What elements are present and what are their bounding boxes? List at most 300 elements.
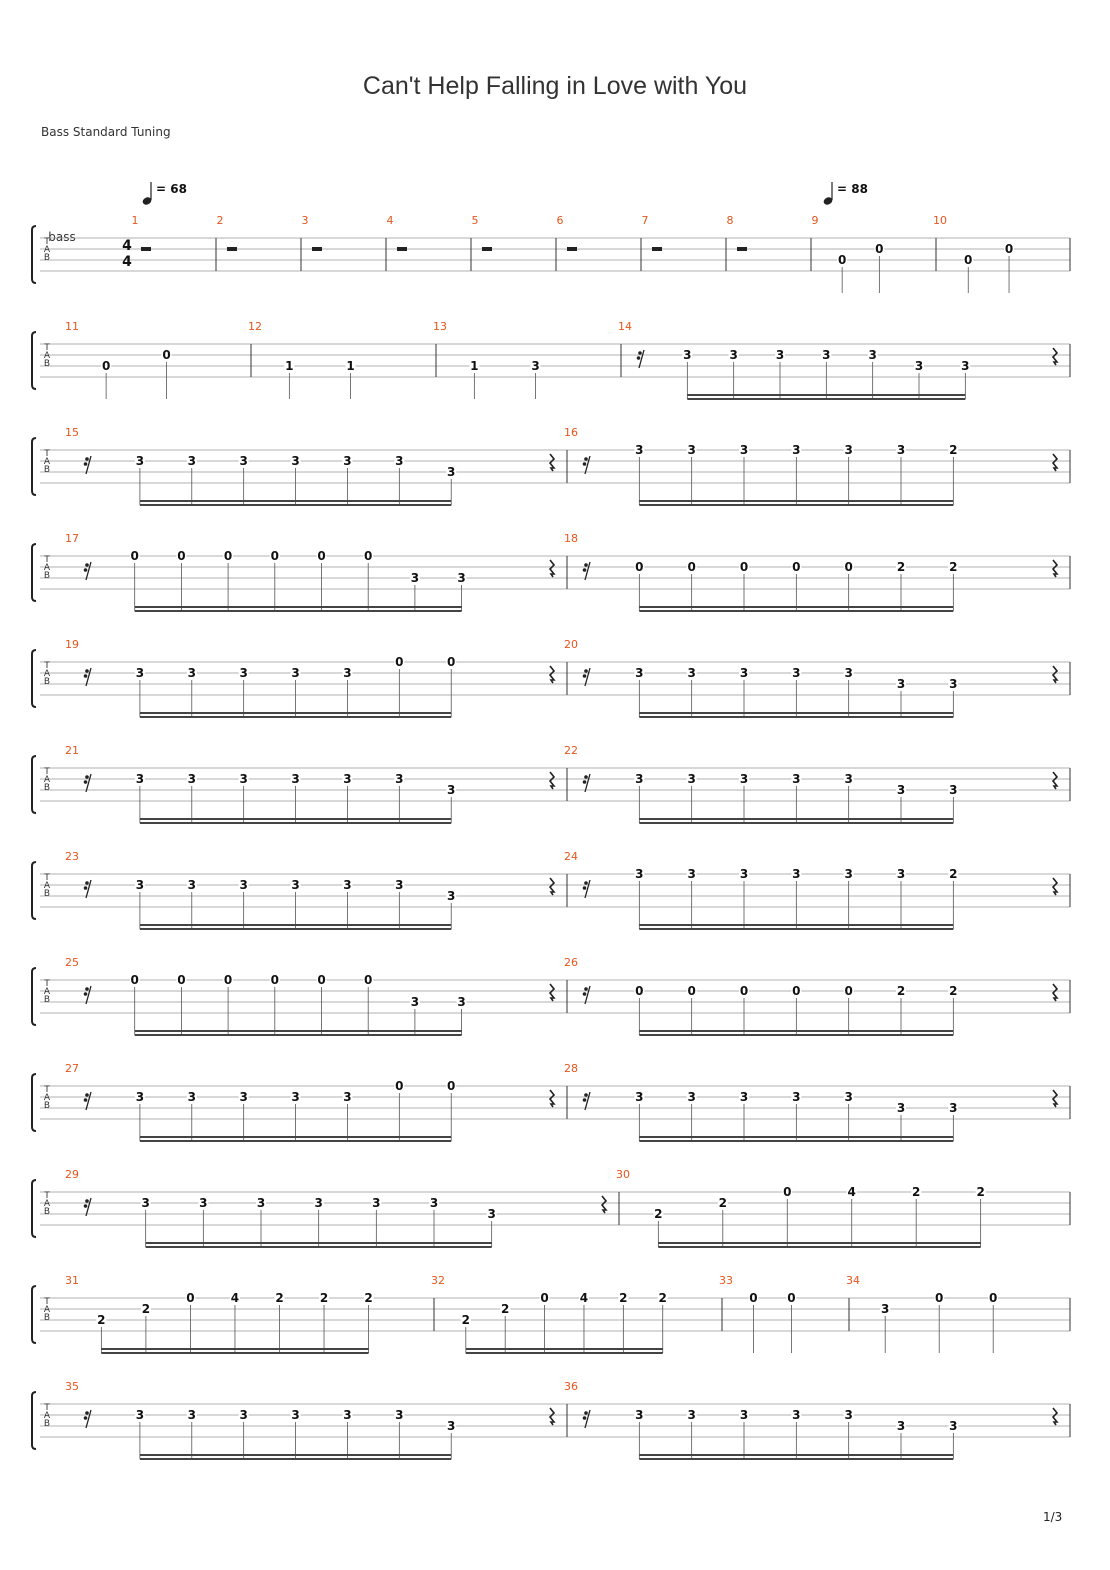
tab-clef-letter: A bbox=[43, 1305, 51, 1315]
rest-flag bbox=[584, 563, 588, 567]
tab-clef-letter: A bbox=[43, 1093, 51, 1103]
fret-number: 3 bbox=[447, 1419, 456, 1433]
fret-number: 2 bbox=[97, 1313, 106, 1327]
measure-number: 27 bbox=[65, 1062, 79, 1075]
measure-number: 10 bbox=[933, 214, 947, 227]
fret-number: 3 bbox=[635, 443, 644, 457]
staff-system bbox=[32, 1380, 1070, 1459]
tab-clef-letter: B bbox=[43, 1101, 51, 1111]
tab-clef-letter: T bbox=[44, 873, 50, 883]
fret-number: 3 bbox=[792, 867, 801, 881]
fret-number: 3 bbox=[239, 878, 248, 892]
tab-clef-letter: T bbox=[44, 1085, 50, 1095]
rest-flag bbox=[583, 992, 587, 996]
fret-number: 3 bbox=[343, 1408, 352, 1422]
measure bbox=[618, 320, 1070, 399]
measure bbox=[217, 214, 302, 271]
rest-flag bbox=[584, 1411, 588, 1415]
whole-rest-icon bbox=[397, 247, 407, 251]
measure bbox=[65, 850, 567, 929]
staff-system bbox=[32, 1062, 1070, 1141]
rest-flag bbox=[584, 457, 588, 461]
fret-number: 4 bbox=[230, 1291, 240, 1305]
fret-number: 3 bbox=[531, 359, 540, 373]
fret-number: 0 bbox=[1004, 242, 1014, 256]
rest-flag bbox=[584, 775, 588, 779]
fret-number: 3 bbox=[135, 772, 145, 786]
fret-number: 3 bbox=[239, 666, 248, 680]
fret-number: 3 bbox=[687, 666, 696, 680]
fret-number: 0 bbox=[687, 560, 696, 574]
fret-number: 3 bbox=[729, 348, 738, 362]
fret-number: 1 bbox=[470, 359, 479, 373]
fret-number: 4 bbox=[847, 1185, 856, 1199]
tuning-label: Bass Standard Tuning bbox=[41, 125, 171, 139]
tab-clef-letter: A bbox=[43, 1199, 51, 1209]
fret-number: 3 bbox=[949, 783, 958, 797]
tab-clef-letter: B bbox=[43, 889, 51, 899]
measure-number: 16 bbox=[564, 426, 578, 439]
fret-number: 3 bbox=[141, 1196, 150, 1210]
rest-flag bbox=[584, 1093, 588, 1097]
fret-number: 4 bbox=[579, 1291, 589, 1305]
whole-rest-icon bbox=[312, 247, 322, 251]
page-number: 1/3 bbox=[1043, 1510, 1063, 1524]
fret-number: 2 bbox=[501, 1302, 510, 1316]
quarter-rest-icon bbox=[1053, 454, 1057, 471]
measure-number: 9 bbox=[811, 214, 819, 227]
system-bracket bbox=[32, 1392, 36, 1449]
fret-number: 3 bbox=[844, 666, 853, 680]
measure bbox=[65, 956, 567, 1035]
tab-clef-letter: T bbox=[44, 555, 50, 565]
fret-number: 3 bbox=[447, 889, 456, 903]
fret-number: 0 bbox=[130, 549, 139, 563]
time-signature-top: 4 bbox=[122, 238, 132, 254]
system-bracket bbox=[32, 438, 36, 495]
rest-flag bbox=[85, 669, 89, 673]
fret-number: 3 bbox=[187, 878, 196, 892]
fret-number: 3 bbox=[635, 1090, 644, 1104]
sixteenth-rest-icon bbox=[583, 880, 590, 898]
fret-number: 0 bbox=[687, 984, 696, 998]
tab-clef-letter: A bbox=[43, 775, 51, 785]
fret-number: 0 bbox=[364, 549, 373, 563]
rest-flag bbox=[84, 568, 88, 572]
rest-flag bbox=[85, 563, 89, 567]
system-bracket bbox=[32, 544, 36, 601]
rest-flag bbox=[85, 1199, 89, 1203]
measure-number: 23 bbox=[65, 850, 79, 863]
staff-system bbox=[32, 426, 1070, 505]
fret-number: 0 bbox=[837, 253, 847, 267]
tab-clef-letter: T bbox=[44, 767, 50, 777]
measure-number: 8 bbox=[726, 214, 734, 227]
measure bbox=[65, 532, 567, 611]
quarter-rest-icon bbox=[1053, 1408, 1057, 1425]
fret-number: 2 bbox=[654, 1207, 663, 1221]
sixteenth-rest-icon bbox=[84, 1410, 91, 1428]
fret-number: 2 bbox=[364, 1291, 373, 1305]
rest-flag bbox=[583, 780, 587, 784]
fret-number: 3 bbox=[291, 1408, 300, 1422]
tempo-marking bbox=[822, 182, 867, 206]
system-bracket bbox=[32, 756, 36, 813]
rest-flag bbox=[638, 351, 642, 355]
fret-number: 3 bbox=[739, 772, 749, 786]
staff-system bbox=[32, 1274, 1070, 1353]
fret-number: 3 bbox=[792, 666, 801, 680]
fret-number: 0 bbox=[364, 973, 373, 987]
measure-number: 26 bbox=[564, 956, 578, 969]
rest-flag bbox=[84, 462, 88, 466]
fret-number: 2 bbox=[619, 1291, 628, 1305]
measure bbox=[248, 320, 436, 399]
rest-flag bbox=[85, 987, 89, 991]
tab-clef-letter: A bbox=[43, 563, 51, 573]
fret-number: 0 bbox=[783, 1185, 792, 1199]
measure bbox=[431, 1274, 722, 1353]
measure-number: 17 bbox=[65, 532, 79, 545]
rest-flag bbox=[584, 881, 588, 885]
fret-number: 3 bbox=[949, 677, 958, 691]
tab-clef-letter: A bbox=[43, 351, 51, 361]
sixteenth-rest-icon bbox=[583, 1410, 590, 1428]
rest-flag bbox=[85, 1093, 89, 1097]
fret-number: 3 bbox=[239, 772, 248, 786]
measure bbox=[616, 1168, 1070, 1247]
fret-number: 3 bbox=[135, 878, 145, 892]
rest-flag bbox=[84, 1204, 88, 1208]
fret-number: 3 bbox=[291, 878, 300, 892]
fret-number: 3 bbox=[135, 454, 145, 468]
measure-number: 19 bbox=[65, 638, 79, 651]
measure bbox=[719, 1274, 849, 1353]
tab-clef-letter: B bbox=[43, 1419, 51, 1429]
fret-number: 0 bbox=[270, 973, 279, 987]
measure-number: 35 bbox=[65, 1380, 79, 1393]
tempo-label: = 68 bbox=[156, 182, 187, 196]
fret-number: 3 bbox=[687, 1090, 696, 1104]
fret-number: 3 bbox=[291, 1090, 300, 1104]
quarter-rest-icon bbox=[550, 984, 554, 1001]
rest-flag bbox=[85, 457, 89, 461]
sixteenth-rest-icon bbox=[84, 880, 91, 898]
fret-number: 0 bbox=[223, 973, 233, 987]
fret-number: 3 bbox=[739, 867, 749, 881]
fret-number: 0 bbox=[635, 560, 644, 574]
fret-number: 3 bbox=[792, 443, 801, 457]
measure bbox=[132, 214, 217, 271]
fret-number: 0 bbox=[317, 549, 326, 563]
fret-number: 3 bbox=[239, 1090, 248, 1104]
fret-number: 3 bbox=[949, 1101, 958, 1115]
fret-number: 3 bbox=[343, 666, 352, 680]
quarter-rest-icon bbox=[1053, 984, 1057, 1001]
fret-number: 0 bbox=[177, 549, 186, 563]
fret-number: 2 bbox=[949, 560, 958, 574]
fret-number: 0 bbox=[989, 1291, 998, 1305]
fret-number: 3 bbox=[395, 454, 404, 468]
measure-number: 36 bbox=[564, 1380, 578, 1393]
fret-number: 3 bbox=[291, 454, 300, 468]
measure bbox=[564, 426, 1070, 505]
fret-number: 2 bbox=[949, 867, 958, 881]
fret-number: 3 bbox=[291, 666, 300, 680]
fret-number: 0 bbox=[739, 984, 749, 998]
fret-number: 0 bbox=[177, 973, 186, 987]
staff-system bbox=[32, 214, 1070, 293]
staff-system bbox=[32, 320, 1070, 399]
measure-number: 5 bbox=[471, 214, 479, 227]
fret-number: 3 bbox=[256, 1196, 266, 1210]
fret-number: 3 bbox=[792, 772, 801, 786]
system-bracket bbox=[32, 650, 36, 707]
fret-number: 3 bbox=[961, 359, 970, 373]
fret-number: 0 bbox=[162, 348, 171, 362]
measure-number: 30 bbox=[616, 1168, 630, 1181]
sixteenth-rest-icon bbox=[84, 456, 91, 474]
fret-number: 3 bbox=[187, 1090, 196, 1104]
fret-number: 3 bbox=[844, 1408, 853, 1422]
fret-number: 2 bbox=[658, 1291, 667, 1305]
quarter-rest-icon bbox=[550, 560, 554, 577]
fret-number: 3 bbox=[199, 1196, 208, 1210]
whole-rest-icon bbox=[652, 247, 662, 251]
rest-flag bbox=[583, 1098, 587, 1102]
fret-number: 3 bbox=[239, 454, 248, 468]
fret-number: 3 bbox=[687, 867, 696, 881]
tab-clef-letter: A bbox=[43, 1411, 51, 1421]
measure-number: 12 bbox=[248, 320, 262, 333]
measure bbox=[302, 214, 387, 271]
fret-number: 3 bbox=[135, 666, 145, 680]
fret-number: 3 bbox=[635, 1408, 644, 1422]
fret-number: 3 bbox=[739, 1090, 749, 1104]
system-bracket bbox=[32, 1074, 36, 1131]
measure bbox=[65, 638, 567, 717]
fret-number: 3 bbox=[687, 1408, 696, 1422]
fret-number: 3 bbox=[896, 1101, 906, 1115]
measure bbox=[65, 1168, 619, 1247]
measure bbox=[727, 214, 812, 271]
fret-number: 0 bbox=[635, 984, 644, 998]
measure-number: 24 bbox=[564, 850, 578, 863]
system-bracket bbox=[32, 1286, 36, 1343]
rest-flag bbox=[84, 780, 88, 784]
sixteenth-rest-icon bbox=[84, 562, 91, 580]
tab-clef-letter: B bbox=[43, 1313, 51, 1323]
fret-number: 3 bbox=[187, 772, 196, 786]
fret-number: 3 bbox=[687, 772, 696, 786]
rest-flag bbox=[583, 568, 587, 572]
tab-clef-letter: T bbox=[44, 979, 50, 989]
fret-number: 3 bbox=[372, 1196, 381, 1210]
fret-number: 0 bbox=[395, 655, 404, 669]
fret-number: 3 bbox=[739, 666, 749, 680]
fret-number: 0 bbox=[540, 1291, 549, 1305]
fret-number: 3 bbox=[135, 1408, 145, 1422]
measure-number: 28 bbox=[564, 1062, 578, 1075]
quarter-rest-icon bbox=[550, 772, 554, 789]
measure-number: 25 bbox=[65, 956, 79, 969]
fret-number: 3 bbox=[896, 443, 906, 457]
fret-number: 3 bbox=[844, 1090, 853, 1104]
measure bbox=[65, 1062, 567, 1141]
quarter-rest-icon bbox=[550, 1090, 554, 1107]
tab-clef-letter: T bbox=[44, 1297, 50, 1307]
fret-number: 0 bbox=[186, 1291, 195, 1305]
measure bbox=[642, 214, 727, 271]
fret-number: 0 bbox=[447, 655, 456, 669]
fret-number: 3 bbox=[844, 867, 853, 881]
fret-number: 3 bbox=[187, 666, 196, 680]
fret-number: 0 bbox=[964, 253, 973, 267]
tab-clef-letter: T bbox=[44, 449, 50, 459]
measure-number: 2 bbox=[216, 214, 224, 227]
measure bbox=[933, 214, 1070, 293]
fret-number: 2 bbox=[896, 984, 906, 998]
measure-number: 33 bbox=[719, 1274, 733, 1287]
tab-clef-letter: B bbox=[43, 995, 51, 1005]
fret-number: 3 bbox=[792, 1408, 801, 1422]
fret-number: 3 bbox=[739, 443, 749, 457]
measure bbox=[65, 320, 251, 399]
measure bbox=[564, 1380, 1070, 1459]
system-bracket bbox=[32, 226, 36, 283]
tab-clef-letter: B bbox=[43, 783, 51, 793]
measure-number: 20 bbox=[564, 638, 578, 651]
rest-flag bbox=[583, 462, 587, 466]
fret-number: 3 bbox=[896, 677, 906, 691]
sixteenth-rest-icon bbox=[583, 986, 590, 1004]
measure bbox=[564, 1062, 1070, 1141]
sixteenth-rest-icon bbox=[84, 986, 91, 1004]
fret-number: 3 bbox=[343, 878, 352, 892]
fret-number: 0 bbox=[935, 1291, 944, 1305]
measure bbox=[472, 214, 557, 271]
fret-number: 3 bbox=[343, 1090, 352, 1104]
fret-number: 3 bbox=[447, 465, 456, 479]
staff-system bbox=[32, 638, 1070, 717]
tab-clef-letter: T bbox=[44, 1403, 50, 1413]
tab-clef-letter: B bbox=[43, 359, 51, 369]
rest-flag bbox=[584, 669, 588, 673]
track-name: bass bbox=[48, 230, 76, 244]
measure bbox=[557, 214, 642, 271]
sixteenth-rest-icon bbox=[84, 1198, 91, 1216]
tab-clef-letter: T bbox=[44, 237, 50, 247]
score-title: Can't Help Falling in Love with You bbox=[362, 72, 748, 100]
fret-number: 3 bbox=[239, 1408, 248, 1422]
system-bracket bbox=[32, 968, 36, 1025]
fret-number: 0 bbox=[844, 560, 853, 574]
fret-number: 0 bbox=[875, 242, 884, 256]
quarter-rest-icon bbox=[550, 454, 554, 471]
fret-number: 3 bbox=[896, 783, 906, 797]
quarter-rest-icon bbox=[602, 1196, 606, 1213]
tab-clef-letter: A bbox=[43, 987, 51, 997]
whole-rest-icon bbox=[227, 247, 237, 251]
fret-number: 3 bbox=[683, 348, 692, 362]
measure-number: 18 bbox=[564, 532, 578, 545]
measure-number: 22 bbox=[564, 744, 578, 757]
fret-number: 3 bbox=[457, 995, 466, 1009]
fret-number: 0 bbox=[844, 984, 853, 998]
fret-number: 1 bbox=[346, 359, 355, 373]
tab-clef-letter: T bbox=[44, 661, 50, 671]
quarter-rest-icon bbox=[550, 1408, 554, 1425]
staff-system bbox=[32, 850, 1070, 929]
fret-number: 2 bbox=[275, 1291, 284, 1305]
fret-number: 3 bbox=[914, 359, 924, 373]
fret-number: 2 bbox=[896, 560, 906, 574]
tab-clef-letter: B bbox=[43, 253, 51, 263]
quarter-rest-icon bbox=[1053, 560, 1057, 577]
fret-number: 0 bbox=[395, 1079, 404, 1093]
system-bracket bbox=[32, 862, 36, 919]
rest-flag bbox=[84, 1416, 88, 1420]
tab-clef-letter: B bbox=[43, 571, 51, 581]
sixteenth-rest-icon bbox=[583, 562, 590, 580]
tab-clef-letter: T bbox=[44, 1191, 50, 1201]
fret-number: 0 bbox=[101, 359, 111, 373]
staff-system bbox=[32, 744, 1070, 823]
measure-number: 3 bbox=[301, 214, 309, 227]
measure bbox=[433, 320, 621, 399]
measure-number: 7 bbox=[641, 214, 649, 227]
fret-number: 3 bbox=[844, 443, 853, 457]
rest-flag bbox=[583, 1416, 587, 1420]
fret-number: 3 bbox=[395, 878, 404, 892]
fret-number: 0 bbox=[270, 549, 279, 563]
fret-number: 3 bbox=[687, 443, 696, 457]
quarter-rest-icon bbox=[550, 666, 554, 683]
fret-number: 0 bbox=[447, 1079, 456, 1093]
measure-number: 1 bbox=[131, 214, 139, 227]
measure-number: 21 bbox=[65, 744, 79, 757]
measure bbox=[564, 638, 1070, 717]
fret-number: 0 bbox=[223, 549, 233, 563]
fret-number: 3 bbox=[395, 772, 404, 786]
fret-number: 0 bbox=[739, 560, 749, 574]
quarter-rest-icon bbox=[1053, 1090, 1057, 1107]
fret-number: 3 bbox=[487, 1207, 496, 1221]
tab-clef-letter: B bbox=[43, 677, 51, 687]
rest-flag bbox=[583, 886, 587, 890]
fret-number: 3 bbox=[343, 772, 352, 786]
tempo-marking bbox=[141, 182, 186, 206]
fret-number: 2 bbox=[141, 1302, 151, 1316]
measure bbox=[812, 214, 937, 293]
sixteenth-rest-icon bbox=[637, 350, 644, 368]
quarter-rest-icon bbox=[1053, 878, 1057, 895]
fret-number: 3 bbox=[949, 1419, 958, 1433]
rest-flag bbox=[584, 987, 588, 991]
fret-number: 3 bbox=[896, 1419, 906, 1433]
fret-number: 2 bbox=[912, 1185, 921, 1199]
system-bracket bbox=[32, 1180, 36, 1237]
rest-flag bbox=[85, 1411, 89, 1415]
measure bbox=[65, 426, 567, 505]
fret-number: 3 bbox=[896, 867, 906, 881]
fret-number: 2 bbox=[461, 1313, 470, 1327]
fret-number: 3 bbox=[314, 1196, 323, 1210]
fret-number: 3 bbox=[135, 1090, 145, 1104]
fret-number: 0 bbox=[787, 1291, 796, 1305]
fret-number: 3 bbox=[343, 454, 352, 468]
measure-number: 11 bbox=[65, 320, 79, 333]
